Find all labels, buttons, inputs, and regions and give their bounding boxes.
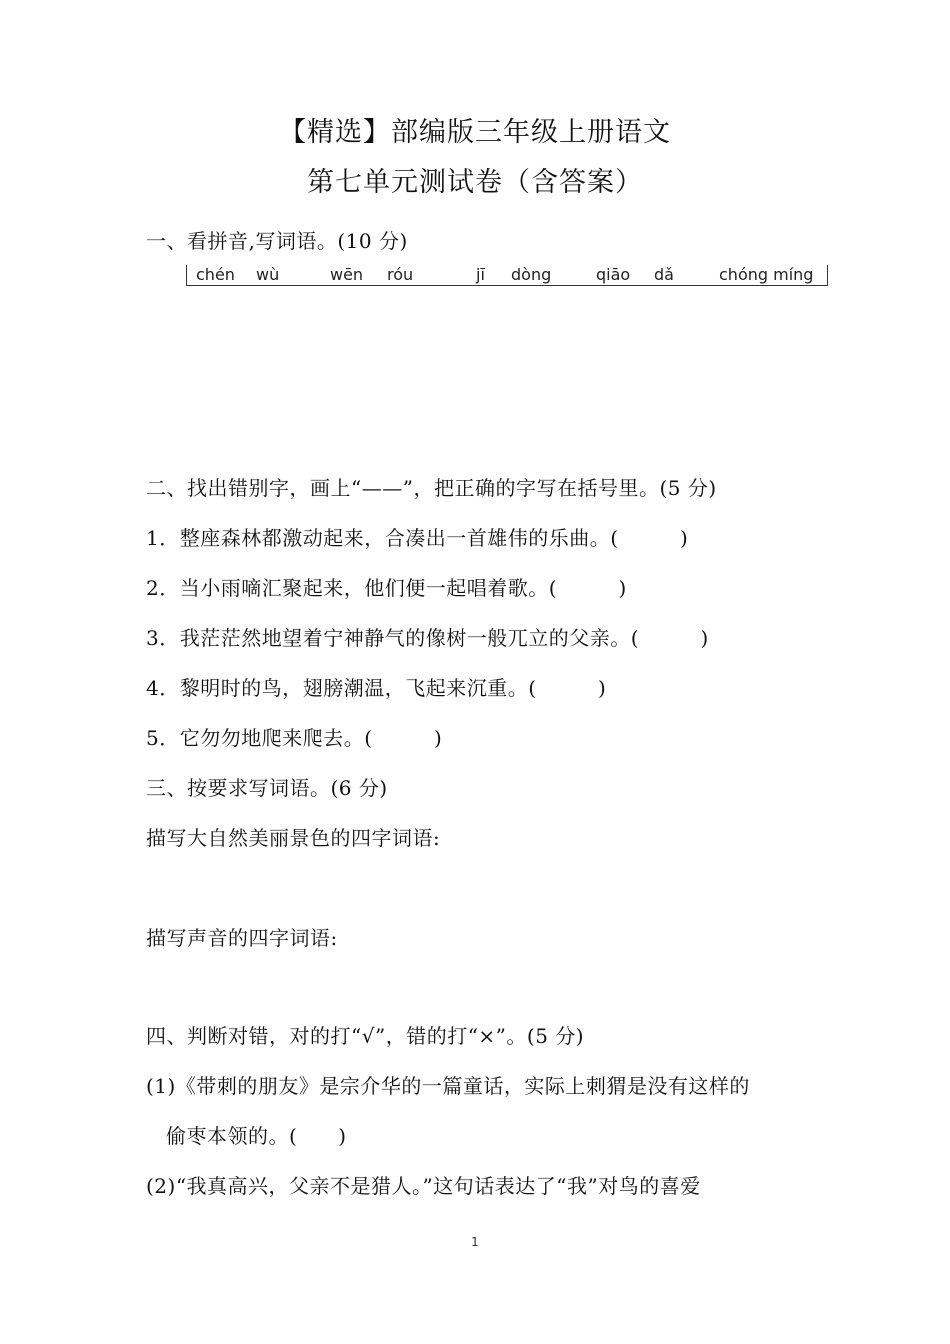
section3-prompt-sound: 描写声音的四字词语: [146,926,338,950]
judgement-item-1: (1)《带刺的朋友》是宗介华的一篇童话，实际上刺猬是没有这样的 [146,1074,750,1098]
section4-heading: 四、判断对错，对的打“√”，错的打“×”。(5 分) [146,1024,585,1048]
section3-heading: 三、按要求写词语。(6 分) [146,776,388,800]
pinyin-word: wù [256,265,280,284]
document-title: 【精选】部编版三年级上册语文 [279,117,671,148]
list-item: 3．我茫茫然地望着宁神静气的像树一般兀立的父亲。( ) [146,626,709,650]
pinyin-word: dǎ [654,265,674,284]
list-item: 4．黎明时的鸟，翅膀潮温，飞起来沉重。( ) [146,676,607,700]
section3-prompt-scenery: 描写大自然美丽景色的四字词语: [146,826,441,850]
list-item: 1．整座森林都激动起来，合凑出一首雄伟的乐曲。( ) [146,526,689,550]
section2-heading: 二、找出错别字，画上“——”，把正确的字写在括号里。(5 分) [146,476,717,500]
pinyin-word: chóng míng [719,265,814,284]
pinyin-word: róu [387,265,414,284]
pinyin-word: wēn [330,265,364,284]
page-number: 1 [471,1235,479,1249]
list-item: 2．当小雨嘀汇聚起来，他们便一起唱着歌。( ) [146,576,627,600]
pinyin-box [186,265,828,286]
pinyin-word: dòng [511,265,552,284]
judgement-item-1-cont: 偷枣本领的。( ) [166,1124,347,1148]
document-subtitle: 第七单元测试卷（含答案） [307,167,643,198]
pinyin-word: qiāo [596,265,631,284]
judgement-item-2: (2)“我真高兴，父亲不是猎人。”这句话表达了“我”对鸟的喜爱 [146,1174,701,1198]
pinyin-word: chén [196,265,235,284]
list-item: 5．它勿勿地爬来爬去。( ) [146,726,443,750]
pinyin-word: jī [476,265,485,284]
section1-heading: 一、看拼音,写词语。(10 分) [146,229,408,253]
